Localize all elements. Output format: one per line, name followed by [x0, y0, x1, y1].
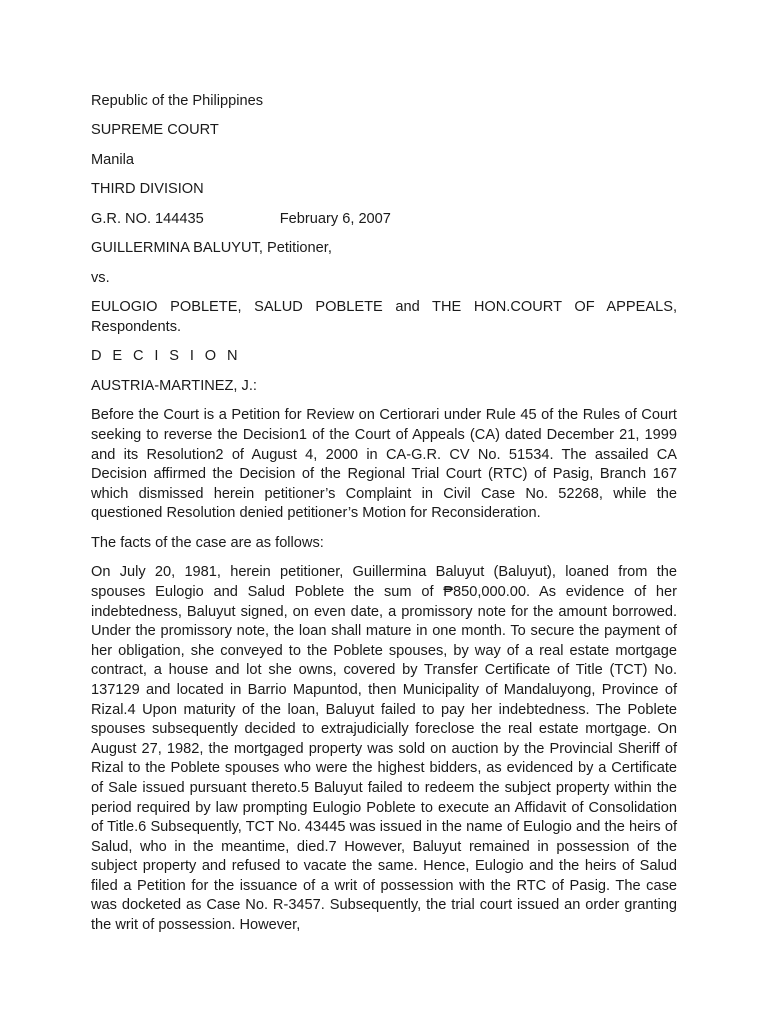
petitioner-line: GUILLERMINA BALUYUT, Petitioner,: [91, 240, 332, 257]
gr-number: G.R. NO. 144435: [91, 210, 204, 227]
body-paragraph-1: Before the Court is a Petition for Review on Certiorari under Rule 45 of the Rules of Court seeking to reverse the Decision1 of the Court of Appeals (CA) dated December 21, 1999 and its Resolution2 of August 4, 2000 in CA-G.R. CV No. 51534. The assailed CA Decision affirmed the Decision of the Regional Trial Court (RTC) of Pasig, Branch 167 which dismissed herein petitioner’s Complaint in Civil Case No. 52268, while the questioned Resolution denied petitioner’s Motion for Reconsideration.: [91, 407, 677, 522]
body-paragraph-2: The facts of the case are as follows:: [91, 534, 324, 551]
decision-date: February 6, 2007: [279, 210, 391, 227]
respondents-line: EULOGIO POBLETE, SALUD POBLETE and THE HON.COURT OF APPEALS, Respondents.: [91, 299, 677, 335]
court-city: Manila: [91, 151, 134, 168]
body-paragraph-3: On July 20, 1981, herein petitioner, Guillermina Baluyut (Baluyut), loaned from the spouses Eulogio and Salud Poblete the sum of ₱850,000.00. As evidence of her indebtedness, Baluyut signed, on even date, a promissory note for the amount borrowed. Under the promissory note, the loan shall mature in one month. To secure the payment of her obligation, she conveyed to the Poblete spouses, by way of a real estate mortgage contract, a house and lot she owns, covered by Transfer Certificate of Title (TCT) No. 137129 and located in Barrio Mapuntod, then Municipality of Mandaluyong, Province of Rizal.4 Upon maturity of the loan, Baluyut failed to pay her indebtedness. The Poblete spouses subsequently decided to extrajudicially foreclose the real estate mortgage. On August 27, 1982, the mortgaged property was sold on auction by the Provincial Sheriff of Rizal to the Poblete spouses who were the highest bidders, as evidenced by a Certificate of Sale issued pursuant thereto.5 Baluyut failed to redeem the subject property within the period required by law prompting Eulogio Poblete to execute an Affidavit of Consolidation of Title.6 Subsequently, TCT No. 43445 was issued in the name of Eulogio and the heirs of Salud, who in the meantime, died.7 However, Baluyut remained in possession of the subject property and refused to vacate the same. Hence, Eulogio and the heirs of Salud filed a Petition for the issuance of a writ of possession with the RTC of Pasig. The case was docketed as Case No. R-3457. Subsequently, the trial court issued an order granting the writ of possession. However,: [91, 564, 677, 934]
division-name: THIRD DIVISION: [91, 181, 204, 198]
ponente-line: AUSTRIA-MARTINEZ, J.:: [91, 377, 257, 394]
decision-text: [91, 92, 677, 946]
case-number-line: [91, 210, 677, 230]
republic-line: Republic of the Philippines: [91, 93, 263, 109]
decision-heading: D E C I S I O N: [91, 348, 241, 365]
court-name: SUPREME COURT: [91, 122, 219, 139]
versus-line: vs.: [91, 269, 110, 286]
